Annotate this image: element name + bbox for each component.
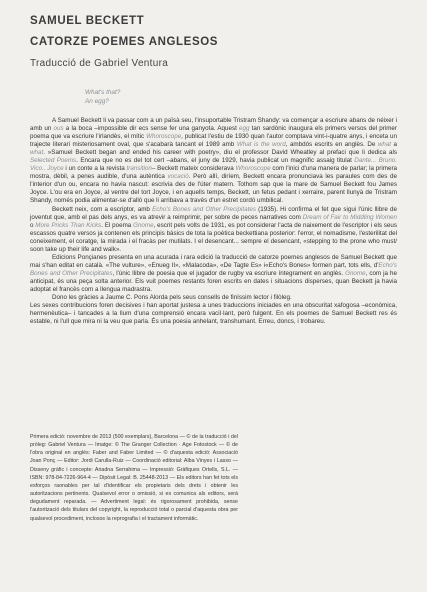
italic-word: egg: [239, 125, 250, 133]
text-run: , publicat l'estiu de 1930 quan l'autor comptava vint-i-quatre anys, i enceta un trajecte literari misteriosament oval, que s'acabarà tancant el 1989 amb: [30, 133, 397, 149]
text-run: com l'inici d'una manera de parlar; la primera mostra, dèbil, a penes audible, d'una autèntica: [30, 165, 397, 181]
book-title: CATORZE POEMES ANGLESOS: [30, 36, 219, 48]
text-run: a la boca –impossible dir ecs sense fer una ganyota. Aquest: [63, 125, 240, 133]
prologue-paragraph: [30, 117, 397, 206]
text-run: – Beckett mateix considerava: [151, 165, 236, 173]
text-run: i un conte a la revista: [63, 165, 127, 173]
italic-title: More Pricks Than Kicks: [35, 221, 102, 229]
text-run: tan sardònic inaugura els primers versos del primer poema que va escriure l'irlandès, el mític: [30, 125, 397, 141]
epigraph-line: An egg?: [85, 98, 109, 105]
prologue-paragraph: Les sexes contribucions foren decisives i han aportat justesa a unes traduccions iniciades en una obscuritat xafogosa –econòmica, hermenèutica– i tancades a la llum d'una comprensió encara vacil·lant, però fulgent. En els poemes de Samuel Beckett res és estable, ni l'ull que mira ni la veu que parla. És una poesia anhelant, transhumant. Erreu, doncs, i trobareu.: [30, 302, 397, 326]
italic-title: Dante... Bruno. Vico.. Joyce: [30, 157, 398, 173]
italic-title: Dream of Fair to Middling Women: [302, 213, 397, 221]
text-run: (1935). Hi confirma el fet que sigui l'únic llibre de joventut que, amb el pas dels anys, es va atrevir a reimprimir, per sobre de peces narratives com: [30, 205, 398, 221]
text-run: . El poema: [101, 221, 134, 229]
italic-title: What is the word: [236, 141, 286, 149]
text-run: , escrit pels volts de 1931, es pot considerar l'acta de naixement de l'escriptor i els seus escassos quatre versos ja contenen els principis bàsics de tota la poètica beckettiana posterior: l'error, el nomadisme, l'esterilitat del coneixement, el coratge, la mirada i el fracàs per mutilats. I el desencant... sempre el desencant, «stepping to the prone who must/ soon take up their life and walk».: [30, 221, 398, 253]
text-run: , com ja he anticipat, és una peça solta anterior. Els vuit poemes restants foren escrits en dates i situacions disperses, quan Beckett ja havia adoptat el francès com a llengua madrastra.: [30, 269, 397, 293]
text-run: . »Samuel Beckett began and ended his career with poetry», diu el professor David Wheatley al prefaci que li dedica als: [43, 149, 397, 157]
epigraph-line: What's that?: [85, 89, 121, 96]
epigraph: [85, 88, 120, 106]
text-run: a: [391, 141, 398, 149]
italic-title: Whoroscope: [146, 133, 182, 141]
italic-word: vocació: [167, 173, 189, 181]
italic-title: Gnome: [133, 221, 154, 229]
italic-title: Gnome: [345, 269, 366, 277]
italic-word: what: [30, 149, 44, 157]
text-run: A Samuel Beckett li va passar com a un païsà seu, l'insuportable Tristram Shandy: va començar a escriure abans de néixer i amb un: [30, 117, 397, 133]
text-run: . Però allí, diríem, Beckett encara pronunciava les paraules com des de l'interior d'un ou, encara no havia nascut: escrivia des de l'úter matern. Tothom sap que la mare de Samuel Beckett fou James Joyce. L'ou era en Joyce, al ventre del tort Joyce, i en aquells temps, Beckett, un fetus pedant i xerraire, parent llunyà de Tristram Shandy, només podia alimentar-se d'allò que li arribava a través d'un estret cordó umbilical.: [30, 173, 398, 205]
colophon-credits: Primera edició: novembre de 2013 (500 exemplars), Barcelona — © de la traducció i del pròleg: Gabriel Ventura — Imatge: © The Granger Collection · Age Fotostock — © de l'obra original en anglès: Faber and Faber Limited — © d'aquesta edició: Associació Joan Ponç — Editor: Jordi Carulla-Ruiz — Coordinació editorial: Alba Vinyes i Lasso — Disseny gràfic i concepte: Ariadna Serrahima — Impressió: Gràfiques Ortells, S.L. — ISBN: 978-84-7226-964-4 — Dipòsit Legal: B. 25448-2013 — Els editors han fet tots els esforços raonables per tal d'identificar els propietaris dels drets i obtenir les autoritzacions pertinents. Qualsevol error o omissió, si es comunica als editors, serà degudament reparada. — Advertiment legal: és rigorosament prohibida, sense l'autorització dels titulars del copyright, la reproducció total o parcial d'aquesta obra per qualsevol procediment, inclosos la reprografia i el tractament informàtic.: [30, 434, 238, 522]
text-run: Beckett neix, com a escriptor, amb: [52, 205, 153, 213]
prologue-text: [30, 117, 397, 326]
italic-title: Whoroscope: [235, 165, 271, 173]
italic-title: Echo's Bones and Other Precipitates: [30, 261, 397, 277]
text-run: Edicions Ponçianes presenta en una acurada i rara edició la traducció de catorze poemes anglesos de Samuel Beckett que mai s'han editat en català. «The vulture», «Enueg II», «Malacoda», «De Tagte Es» i«Echo's Bones» formen part, tots ells, d': [30, 253, 397, 269]
translator-credit: Traducció de Gabriel Ventura: [30, 58, 169, 69]
italic-title: Selected Poems: [30, 157, 77, 165]
prologue-paragraph: Dono les gràcies a Jaume C. Pons Alorda pels seus consells de finíssim lector i filòleg.: [52, 294, 292, 302]
italic-word: ous: [53, 125, 64, 133]
text-run: . Encara que no es del tot cert –abans, el juny de 1929, havia publicat un magnífic assaig titulat: [76, 157, 355, 165]
author-name: SAMUEL BECKETT: [30, 15, 145, 27]
prologue-paragraph: [30, 254, 397, 294]
text-run: , l'únic llibre de poesia que el jugador de rugby va escriure íntegrament en anglès.: [112, 269, 346, 277]
text-run: , ambdós escrits en anglès. De: [285, 141, 378, 149]
italic-title: transition: [126, 165, 152, 173]
italic-word: what: [377, 141, 392, 149]
prologue-paragraph: [30, 206, 397, 254]
italic-title: Echo's Bones and Other Precipitates: [152, 205, 256, 213]
text-run: o: [30, 221, 36, 229]
